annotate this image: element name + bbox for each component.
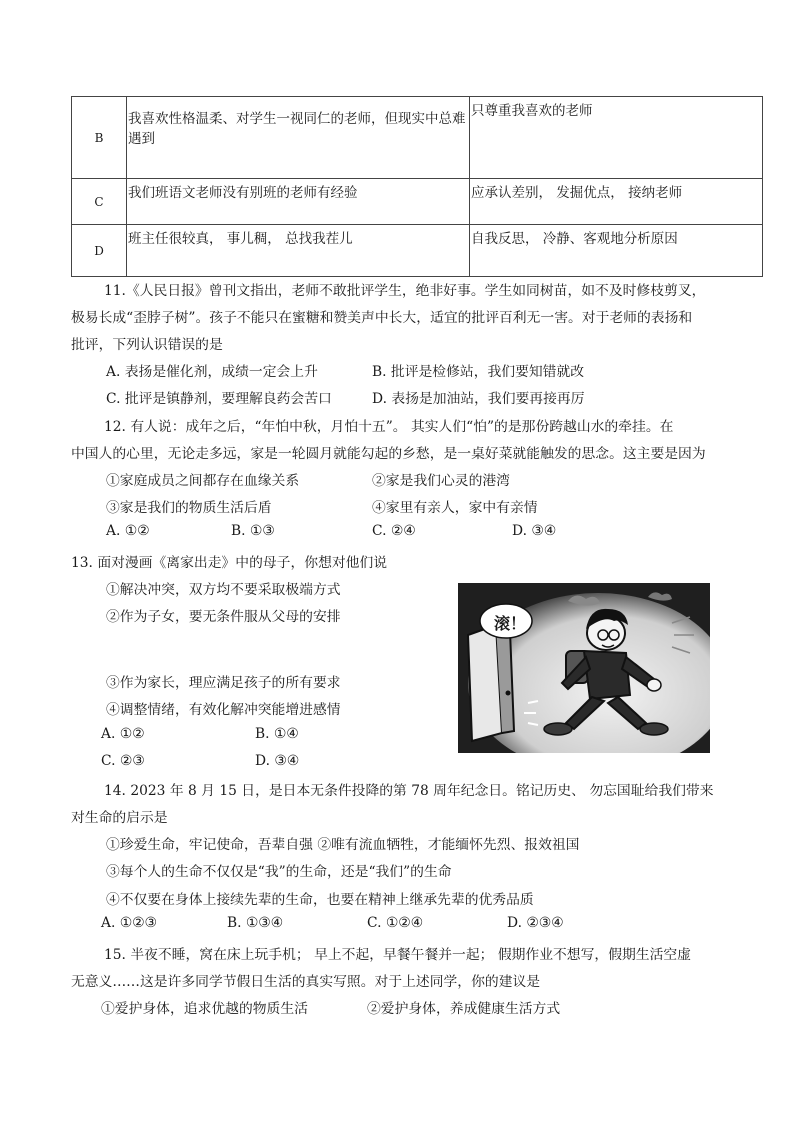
q12-option-b: B. ①③ xyxy=(231,523,275,539)
q12-item-3: ③家是我们的物质生活后盾 xyxy=(106,500,272,516)
row-response: 自我反思， 冷静、客观地分析原因 xyxy=(470,225,763,277)
row-letter: C xyxy=(72,179,127,225)
q14-stem-line-1: 14. 2023 年 8 月 15 日，是日本无条件投降的第 78 周年纪念日。铭记历史、 勿忘国耻给我们带来 xyxy=(104,783,714,799)
options-table xyxy=(71,96,763,277)
q13-item-4: ④调整情绪，有效化解冲突能增进感情 xyxy=(106,702,341,718)
q11-option-b: B. 批评是检修站，我们要知错就改 xyxy=(372,364,585,380)
row-response: 应承认差别， 发掘优点， 接纳老师 xyxy=(470,179,763,225)
q12-option-c: C. ②④ xyxy=(372,523,416,539)
q13-option-a: A. ①② xyxy=(101,726,145,742)
table-row xyxy=(72,225,763,277)
q13-item-2: ②作为子女，要无条件服从父母的安排 xyxy=(106,609,341,625)
row-situation: 我们班语文老师没有别班的老师有经验 xyxy=(127,179,470,225)
row-letter: D xyxy=(72,225,127,277)
q11-stem-line-1: 11.《人民日报》曾刊文指出，老师不敢批评学生，绝非好事。学生如同树苗，如不及时修枝剪叉， xyxy=(104,283,706,299)
cartoon-illustration xyxy=(458,583,710,753)
q12-stem-line-1: 12. 有人说：成年之后，“年怕中秋，月怕十五”。 其实人们“怕”的是那份跨越山水的牵挂。在 xyxy=(104,419,674,435)
row-situation: 我喜欢性格温柔、对学生一视同仁的老师，但现实中总难遇到 xyxy=(127,97,470,179)
cartoon-caption: 滚！ xyxy=(494,614,527,633)
q12-stem-line-2: 中国人的心里，无论走多远，家是一轮圆月就能勾起的乡愁，是一桌好菜就能触发的思念。这主要是因为 xyxy=(71,446,706,462)
q12-item-1: ①家庭成员之间都存在血缘关系 xyxy=(106,473,300,489)
q14-items-1-2: ①珍爱生命，牢记使命，吾辈自强 ②唯有流血牺牲，才能缅怀先烈、报效祖国 xyxy=(106,837,580,853)
q12-option-d: D. ③④ xyxy=(512,523,557,539)
q15-stem-line-1: 15. 半夜不睡，窝在床上玩手机； 早上不起，早餐午餐并一起； 假期作业不想写，假期生活空虚 xyxy=(104,947,691,963)
q14-item-4: ④不仅要在身体上接续先辈的生命，也要在精神上继承先辈的优秀品质 xyxy=(106,892,534,908)
q15-item-2: ②爱护身体，养成健康生活方式 xyxy=(367,1001,561,1017)
q13-option-d: D. ③④ xyxy=(255,753,300,769)
q14-option-b: B. ①③④ xyxy=(227,915,284,931)
q13-option-c: C. ②③ xyxy=(101,753,145,769)
table-row xyxy=(72,97,763,179)
q13-item-1: ①解决冲突，双方均不要采取极端方式 xyxy=(106,582,341,598)
q14-option-a: A. ①②③ xyxy=(101,915,157,931)
q12-item-4: ④家里有亲人，家中有亲情 xyxy=(372,500,538,516)
q14-option-c: C. ①②④ xyxy=(367,915,423,931)
q11-stem-line-3: 批评，下列认识错误的是 xyxy=(71,337,223,353)
row-situation: 班主任很较真， 事儿稠， 总找我茬儿 xyxy=(127,225,470,277)
q13-stem: 13. 面对漫画《离家出走》中的母子，你想对他们说 xyxy=(71,555,388,571)
q15-stem-line-2: 无意义……这是许多同学节假日生活的真实写照。对于上述同学，你的建议是 xyxy=(71,974,541,990)
q14-option-d: D. ②③④ xyxy=(507,915,564,931)
table-row xyxy=(72,179,763,225)
q15-item-1: ①爱护身体，追求优越的物质生活 xyxy=(101,1001,308,1017)
q14-stem-line-2: 对生命的启示是 xyxy=(71,810,168,826)
q13-item-3: ③作为家长，理应满足孩子的所有要求 xyxy=(106,675,341,691)
q14-item-3: ③每个人的生命不仅仅是“我”的生命，还是“我们”的生命 xyxy=(106,864,452,880)
q13-option-b: B. ①④ xyxy=(255,726,299,742)
q11-option-a: A. 表扬是催化剂，成绩一定会上升 xyxy=(106,364,318,380)
row-letter: B xyxy=(72,97,127,179)
q11-option-c: C. 批评是镇静剂，要理解良药会苦口 xyxy=(106,391,332,407)
q11-stem-line-2: 极易长成“歪脖子树”。孩子不能只在蜜糖和赞美声中长大，适宜的批评百利无一害。对于老师的表扬和 xyxy=(71,310,693,326)
cartoon-drawing xyxy=(458,583,710,753)
q12-item-2: ②家是我们心灵的港湾 xyxy=(372,473,510,489)
row-response: 只尊重我喜欢的老师 xyxy=(470,97,763,179)
q12-option-a: A. ①② xyxy=(106,523,150,539)
q11-option-d: D. 表扬是加油站，我们要再接再厉 xyxy=(372,391,585,407)
